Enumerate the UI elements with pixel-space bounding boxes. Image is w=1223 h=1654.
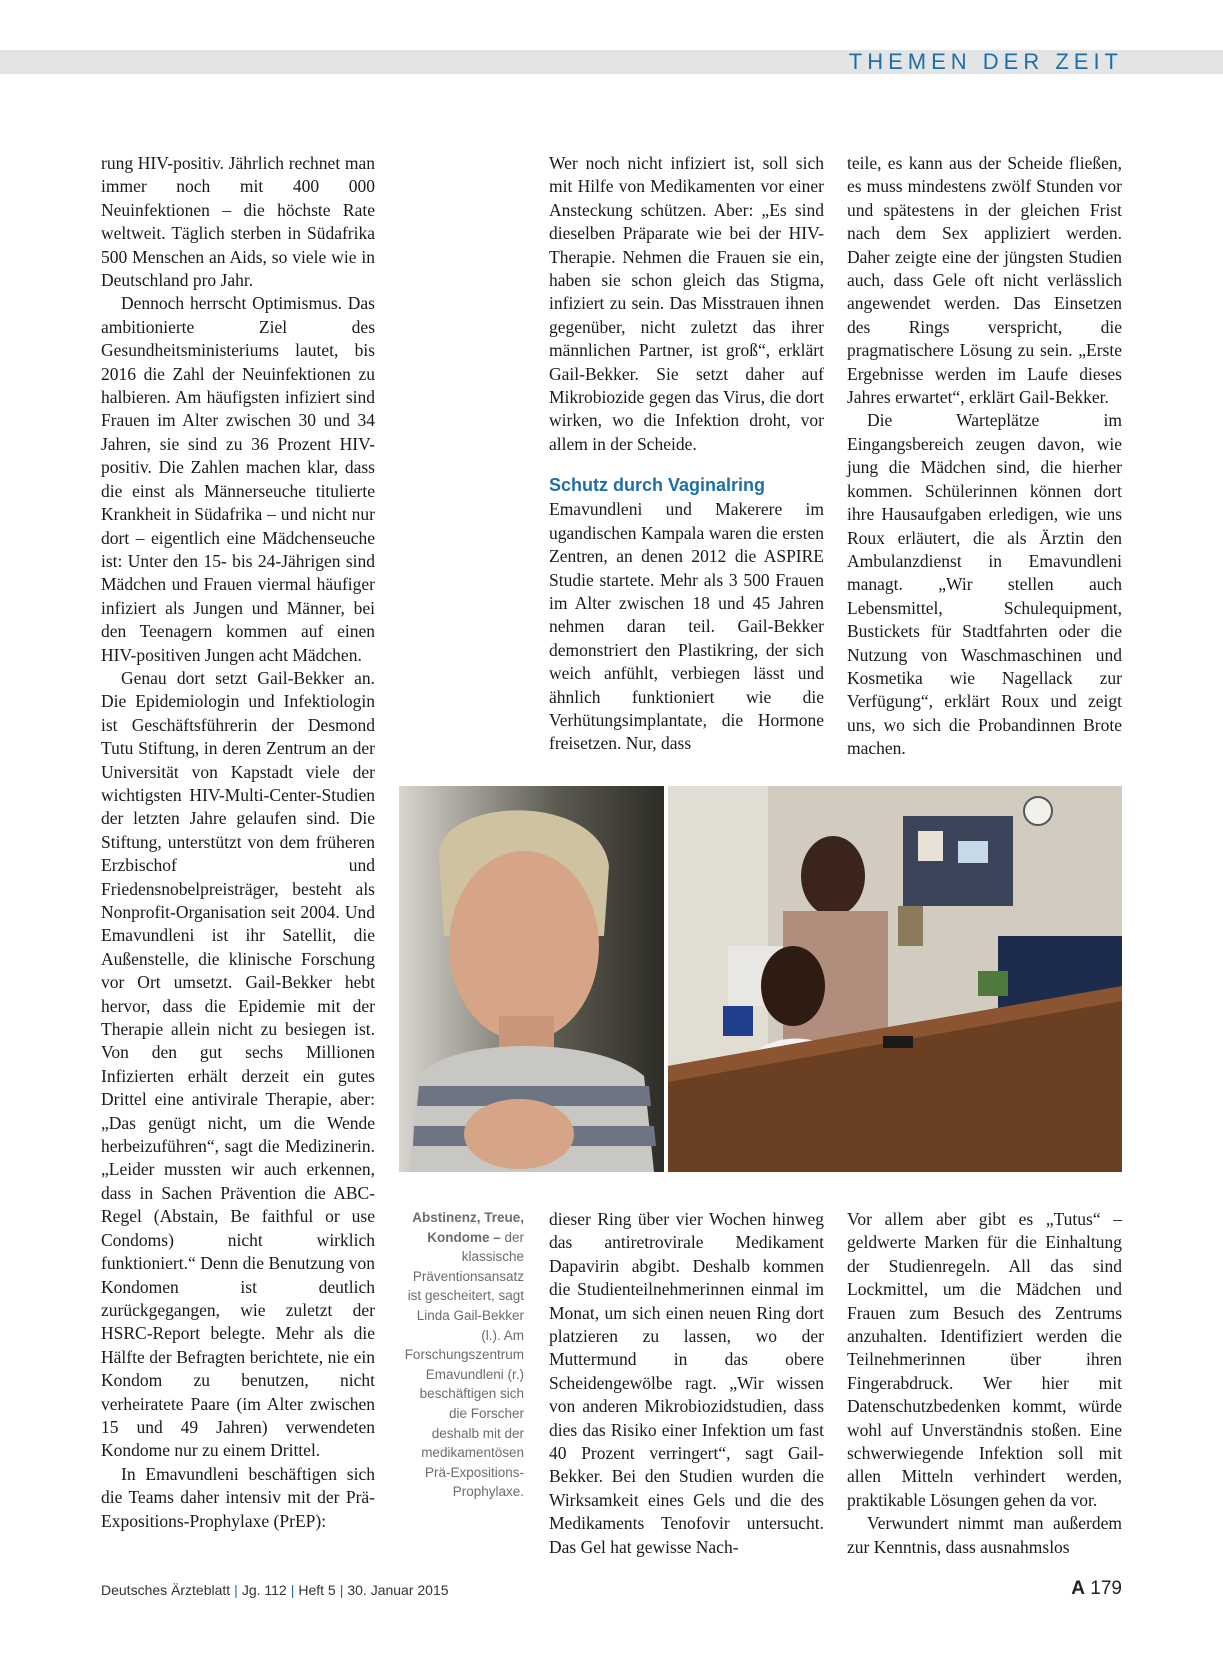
column-2-bottom — [549, 1208, 824, 1559]
paragraph: dieser Ring über vier Wochen hinweg das antiretrovirale Medikament Dapavirin abgibt. Deshalb kommen die Studienteilnehmerinnen einmal im Monat, um sich einen neuen Ring dort platzieren zu lassen, wo der Muttermund in das obere Scheidengewölbe ragt. „Wir wissen von anderen Mikrobiozidstudien, dass dies das Risiko einer Infektion um fast 40 Prozent verringert“, sagt Gail-Bekker. Bei den Studien wurden die Wirksamkeit eines Gels und die des Medikaments Tenofovir untersucht. Das Gel hat gewisse Nach- — [549, 1209, 824, 1557]
caption-lead: Abstinenz, Treue, Kondome – — [412, 1210, 524, 1245]
column-3-top — [847, 152, 1122, 761]
column-3-bottom — [847, 1208, 1122, 1559]
paragraph: Vor allem aber gibt es „Tutus“ – geldwerte Marken für die Einhaltung der Studienregeln. All das sind Lockmittel, um die Mädchen und Frauen zum Besuch des Zentrums anzuhalten. Identifiziert werden die Teilnehmerinnen über ihren Fingerabdruck. Wer hier mit Datenschutzbedenken kommt, würde wohl auf Unverständnis stoßen. Eine schwerwiegende Infektion soll mit allen Mitteln verhindert werden, praktikable Lösungen gehen da vor. — [847, 1209, 1122, 1510]
journal-name: Deutsches Ärzteblatt — [101, 1582, 231, 1598]
paragraph: In Emavundleni beschäftigen sich die Teams daher intensiv mit der Prä-Expositions-Prophylaxe (PrEP): — [101, 1463, 375, 1531]
paragraph: Die Warteplätze im Eingangsbereich zeugen davon, wie jung die Mädchen sind, die hierher kommen. Schülerinnen können dort ihre Hausaufgaben erledigen, wie uns Roux erläutert, die als Ärztin den Ambulanzdienst in Emavundleni managt. „Wir stellen auch Lebensmittel, Schulequipment, Bustickets für Stadtfahrten oder die Nutzung von Waschmaschinen und Kosmetika wie Nagellack zur Verfügung“, erklärt Roux und zeigt uns, wo sich die Probandinnen Brote machen. — [847, 410, 1122, 759]
photo-illustration — [668, 786, 1122, 1172]
paragraph: teile, es kann aus der Scheide fließen, es muss mindestens zwölf Stunden vor und spätestens in der gleichen Frist nach dem Sex appliziert werden. Daher zeigte eine der jüngsten Studien auch, dass Gele oft nicht verlässlich angewendet werden. Das Einsetzen des Rings verspricht, die pragmatischere Lösung zu sein. „Erste Ergebnisse werden im Laufe dieses Jahres erwartet“, erklärt Gail-Bekker. — [847, 153, 1122, 408]
page-number — [1071, 1578, 1122, 1600]
volume: Jg. 112 — [241, 1582, 287, 1598]
issue: Heft 5 — [298, 1582, 336, 1598]
paragraph: Verwundert nimmt man außerdem zur Kenntnis, dass ausnahmslos — [847, 1513, 1122, 1557]
paragraph: rung HIV-positiv. Jährlich rechnet man immer noch mit 400 000 Neuinfektionen – die höchste Rate weltweit. Täglich sterben in Südafrika 500 Menschen an Aids, so viele wie in Deutschland pro Jahr. — [101, 153, 375, 291]
subheading: Schutz durch Vaginalring — [549, 475, 766, 496]
footer-citation: Deutsches Ärzteblatt | Jg. 112 | Heft 5 | 30. Januar 2015 — [101, 1582, 449, 1598]
photo-caption — [398, 1208, 524, 1502]
date: 30. Januar 2015 — [347, 1582, 449, 1598]
paragraph: Dennoch herrscht Optimismus. Das ambitionierte Ziel des Gesundheitsministeriums lautet, bis 2016 die Zahl der Neuinfektionen zu halbieren. Am häufigsten infiziert sind Frauen im Alter zwischen 30 und 34 Jahren, sie sind zu 36 Prozent HIV-positiv. Die Zahlen machen klar, dass die einst als Männerseuche titulierte Krankheit in Südafrika – und nicht nur dort – eigentlich eine Mädchenseuche ist: Unter den 15- bis 24-Jährigen sind Mädchen und Frauen viermal häufiger infiziert als Jungen und Männer, bei den Teenagern kommen auf einen HIV-positiven Jungen acht Mädchen. — [101, 293, 375, 665]
column-2-top — [549, 152, 824, 756]
paragraph: Emavundleni und Makerere im ugandischen Kampala waren die ersten Zentren, an denen 2012 die ASPIRE Studie startete. Mehr als 3 500 Frauen im Alter zwischen 18 und 45 Jahren nehmen daran teil. Gail-Bekker demonstriert den Plastikring, der sich weich anfühlt, verbiegen lässt und ähnlich funktioniert wie die Verhütungsimplantate, die Hormone freisetzen. Nur, dass — [549, 499, 824, 754]
section-title: THEMEN DER ZEIT — [848, 49, 1123, 74]
paragraph: Wer noch nicht infiziert ist, soll sich mit Hilfe von Medikamenten vor einer Ansteckung schützen. Aber: „Es sind dieselben Präparate wie bei der HIV-Therapie. Nehmen die Frauen sie ein, haben sie schon gleich das Stigma, infiziert zu sein. Das Misstrauen ihnen gegenüber, nicht zuletzt das ihrer männlichen Partner, ist groß“, erklärt Gail-Bekker. Sie setzt daher auf Mikrobiozide gegen das Virus, die dort wirken, wo die Infektion droht, vor allem in der Scheide. — [549, 153, 824, 454]
paragraph: Genau dort setzt Gail-Bekker an. Die Epidemiologin und Infektiologin ist Geschäftsführerin der Desmond Tutu Stiftung, in deren Zentrum an der Universität von Kapstadt viele der wichtigsten HIV-Multi-Center-Studien der letzten Jahre gelaufen sind. Die Stiftung, unterstützt von dem früheren Erzbischof und Friedensnobelpreisträger, besteht als Nonprofit-Organisation seit 2004. Und Emavundleni ist ihr Satellit, die Außenstelle, die klinische Forschung vor Ort umsetzt. Gail-Bekker hebt hervor, dass die Epidemie mit der Therapie allein nicht zu besiegen ist. Von den gut sechs Millionen Infizierten erhält derzeit ein gutes Drittel eine antivirale Therapie, aber: „Das genügt nicht, um die Wende herbeizuführen“, sagt die Medizinerin. „Leider mussten wir auch erkennen, dass in Sachen Prävention die ABC-Regel (Abstain, Be faithful or use Condoms) nicht wirklich funktioniert.“ Denn die Benutzung von Kondomen ist deutlich zurückgegangen, wie zuletzt der HSRC-Report belegte. Mehr als die Hälfte der Befragten berichtete, nie ein Kondom zu benutzen, nicht verheiratete Paare (im Alter zwischen 15 und 49 Jahren) verwendeten Kondome nur zu einem Drittel. — [101, 667, 375, 1461]
photo-illustration — [399, 786, 664, 1172]
photo-research-center — [668, 786, 1122, 1172]
page-prefix: A — [1071, 1578, 1086, 1599]
caption-text: der klassische Präventionsansatz ist gescheitert, sagt Linda Gail-Bekker (l.). Am Forschungszentrum Emavundleni (r.) beschäftigen sich die Forscher deshalb mit der medikamentösen Prä-Expositions-Prophylaxe. — [404, 1229, 524, 1500]
column-1 — [101, 152, 375, 1533]
photo-gail-bekker — [399, 786, 664, 1172]
page-value: 179 — [1090, 1578, 1122, 1599]
